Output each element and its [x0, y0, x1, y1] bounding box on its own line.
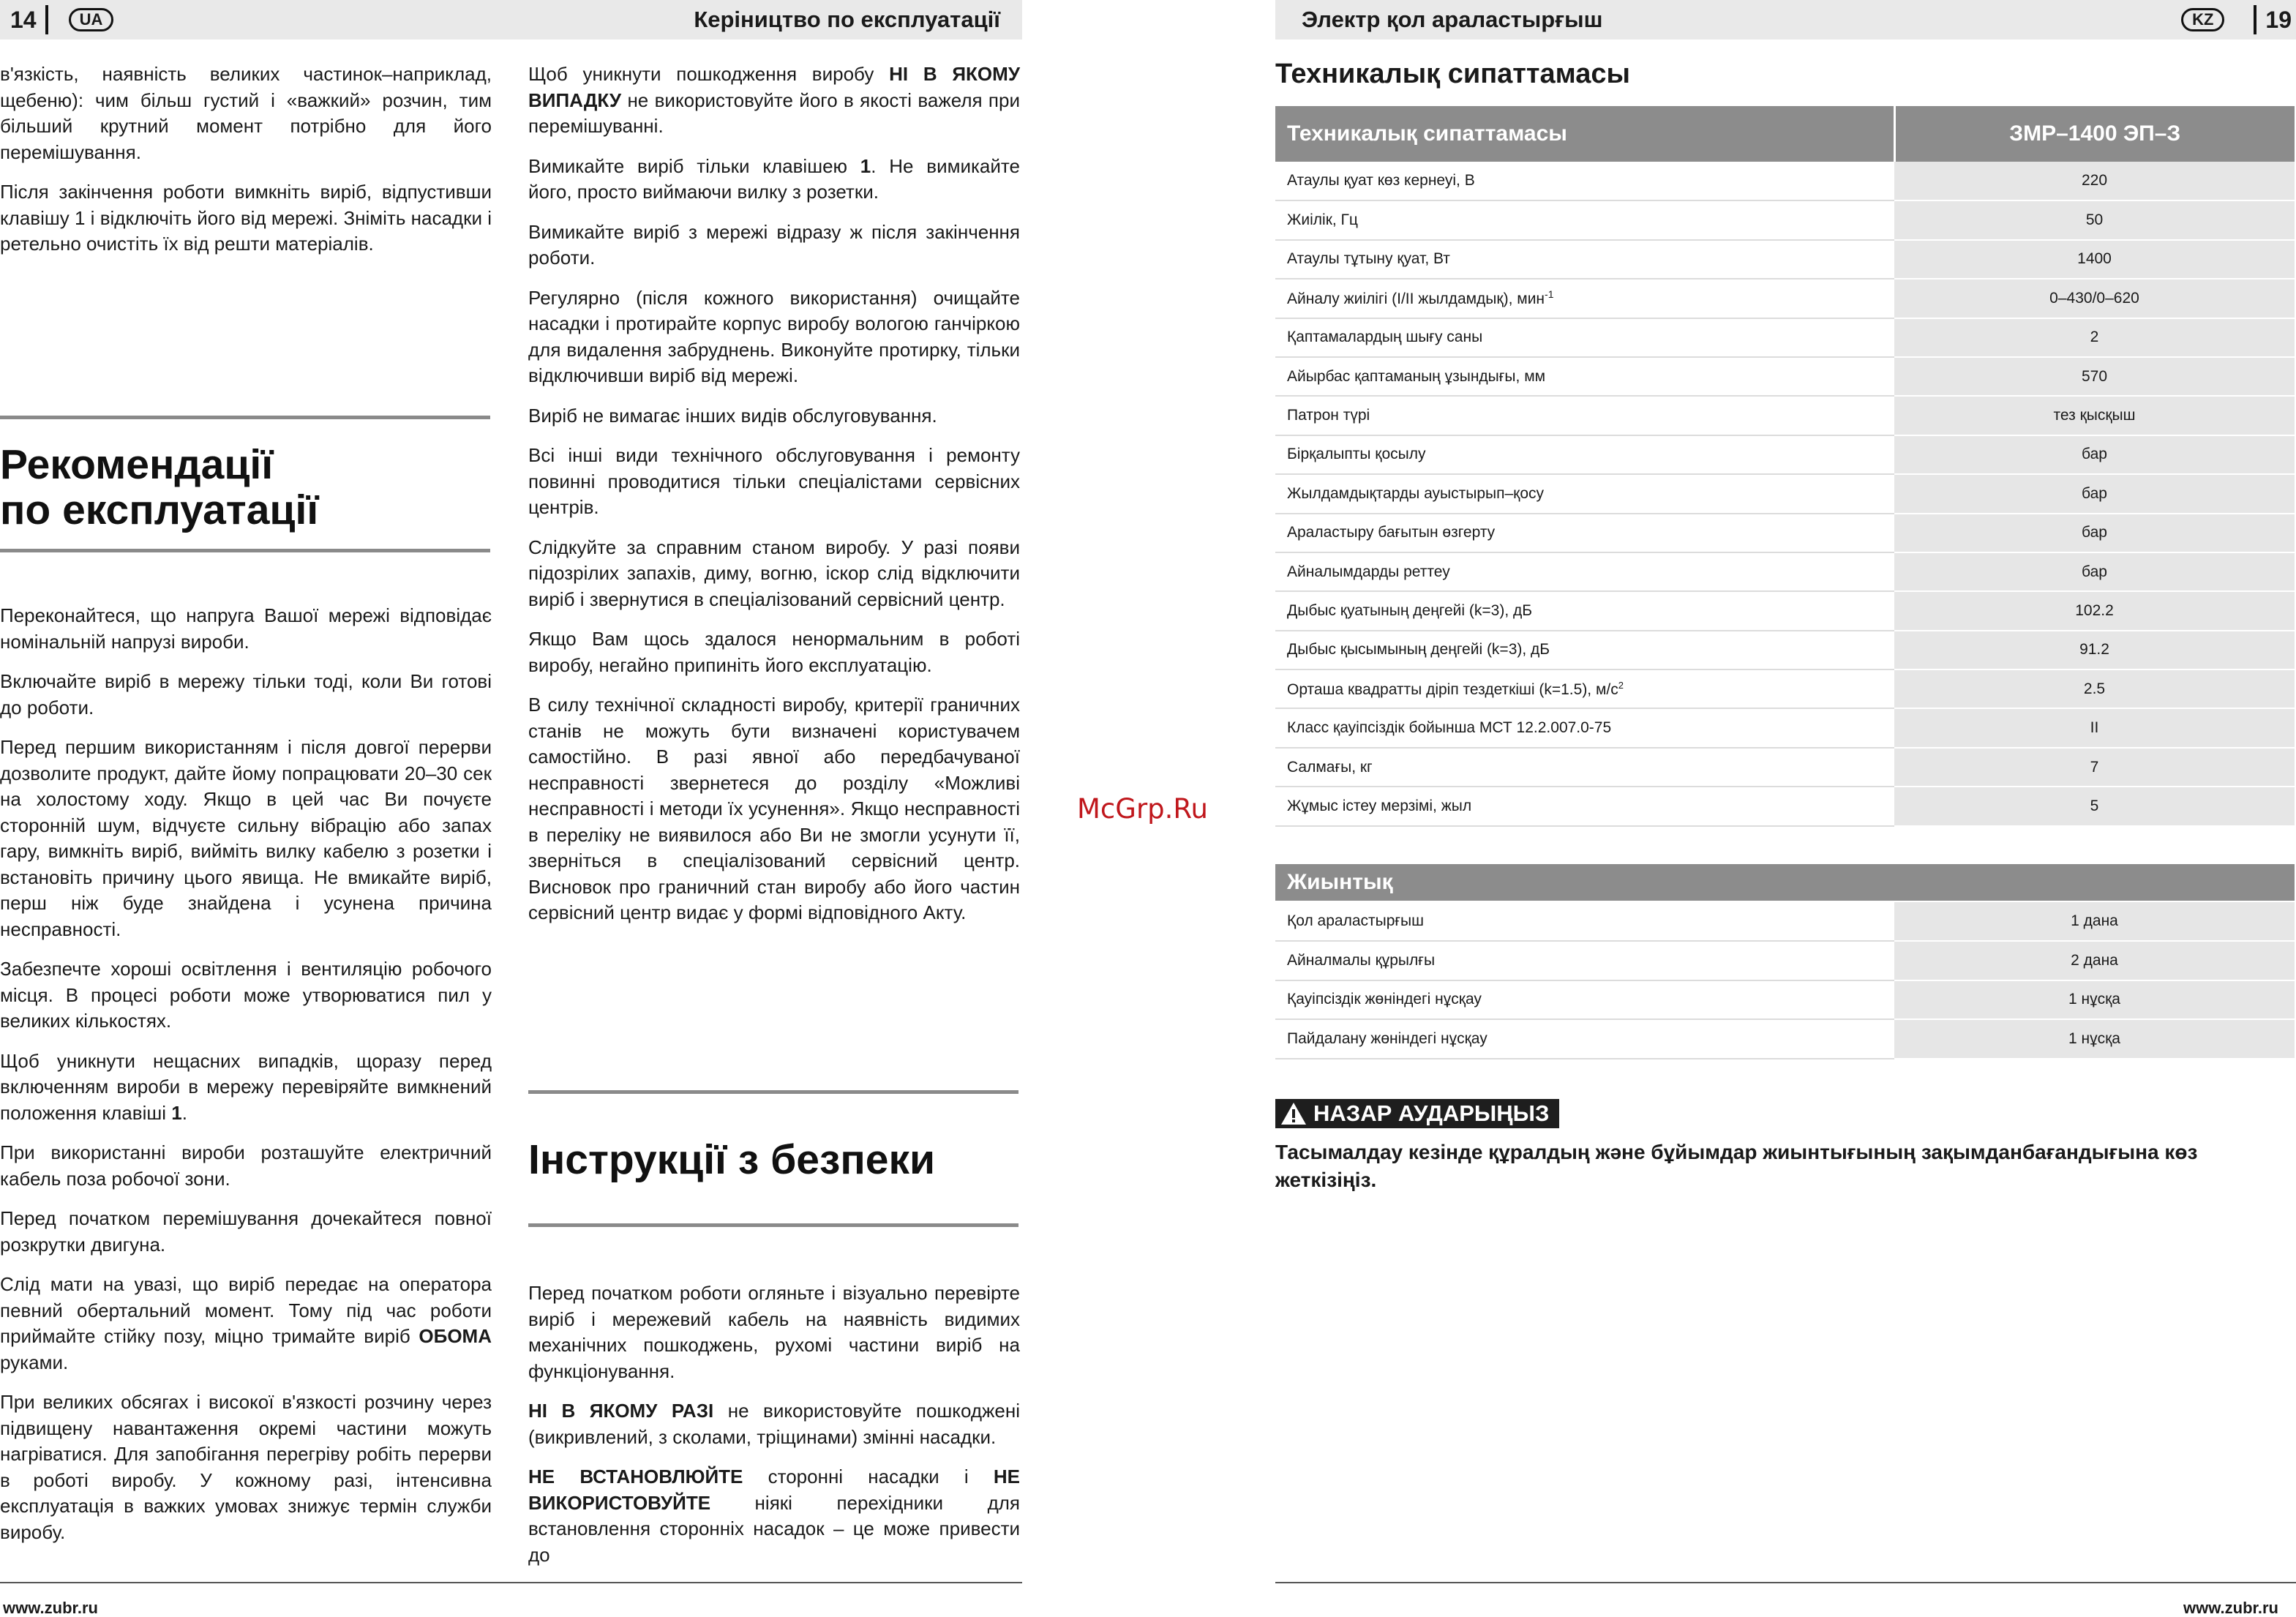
cell-value: 91.2 — [1894, 631, 2295, 669]
paragraph: В силу технічної складності виробу, критерії граничних станів не можуть бути визначені користувачем самостійно. В разі явної або передбачуваної несправності звернетеся до розділу «Можливі несправності і методи їх усунення». Якщо несправності в переліку не виявилося або Ви не змогли усунути її, зверніться в спеціалізований сервісний центр. Висновок про граничний стан виробу або його частин сервісний центр видає у формі відповідного Акту. — [528, 694, 1020, 923]
cell-value: II — [1894, 708, 2295, 747]
cell-label: Дыбыс қысымының деңгейі (k=3), дБ — [1275, 631, 1894, 669]
paragraph: Регулярно (після кожного використання) очищайте насадки і протирайте корпус виробу вологою ганчіркою для видалення забруднень. Виконуйте протирку, тільки відключивши виріб від мережі. — [528, 286, 1020, 386]
section-divider — [0, 549, 490, 552]
paragraph: Виріб не вимагає інших видів обслуговування. — [528, 404, 937, 427]
cell-value: бар — [1894, 474, 2295, 513]
warning-triangle-icon — [1280, 1101, 1308, 1126]
paragraph: Слідкуйте за справним станом виробу. У разі появи підозрілих запахів, диму, вогню, іскор слід відключити виріб і звернутися в спеціалізований сервісний центр. — [528, 536, 1020, 610]
table-row — [1275, 435, 2295, 474]
warning-banner — [1275, 1099, 1559, 1128]
bold-text: НІ В ЯКОМУ ВИПАДКУ — [528, 63, 1020, 111]
cell-label: Атаулы тұтыну қуат, Вт — [1275, 240, 1894, 279]
cell-label: Жиілік, Гц — [1275, 200, 1894, 239]
spec-section-title: Техникалық сипаттамасы — [1275, 59, 1630, 89]
paragraph: Перед початком перемішування дочекайтеся повної розкрутки двигуна. — [0, 1207, 492, 1256]
right-header-title: Электр қол араластырғыш — [1302, 7, 1603, 32]
cell-value: 1400 — [1894, 240, 2295, 279]
left-page-number: 14 — [10, 6, 37, 33]
warning-title: НАЗАР АУДАРЫҢЫЗ — [1313, 1100, 1550, 1126]
paragraph: Перед початком роботи огляньте і візуально перевірте виріб і мережевий кабель на наявність видимих механічних пошкоджень, рухомі частини виріб на функціонування. — [528, 1282, 1020, 1382]
cell-label: Жылдамдықтарды ауыстырып–қосу — [1275, 474, 1894, 513]
table-row — [1275, 708, 2295, 747]
paragraph: Забезпечте хороші освітлення і вентиляцію робочого місця. В процесі роботи може утворюватися пил у великих кількостях. — [0, 958, 492, 1032]
safety-instructions — [528, 1280, 1020, 1582]
right-page-number: 19 — [2265, 6, 2292, 33]
cell-label: Класс қауіпсіздік бойынша МСТ 12.2.007.0-75 — [1275, 708, 1894, 747]
paragraph: При використанні вироби розташуйте електричний кабель поза робочої зони. — [0, 1141, 492, 1190]
cell-label: Салмағы, кг — [1275, 748, 1894, 787]
left-header-divider — [45, 5, 48, 34]
cell-value: 2 дана — [1894, 941, 2295, 980]
superscript: 2 — [1618, 679, 1624, 691]
left-lang-badge: UA — [69, 8, 114, 31]
kit-table — [1275, 902, 2295, 1059]
paragraph: Вимикайте виріб з мережі відразу ж після закінчення роботи. — [528, 220, 1020, 269]
left-column-1-intro — [0, 61, 492, 271]
cell-label: Айырбас қаптаманың ұзындығы, мм — [1275, 357, 1894, 396]
table-row — [1275, 552, 2295, 591]
cell-label — [1275, 279, 1894, 318]
cell-value: 0–430/0–620 — [1894, 279, 2295, 318]
right-footer-url[interactable]: www.zubr.ru — [2183, 1599, 2278, 1617]
table-row — [1275, 318, 2295, 357]
text: . — [181, 1101, 187, 1124]
cell-value: 1 нұсқа — [1894, 1019, 2295, 1058]
recommendations-title — [0, 442, 318, 533]
section-divider — [0, 416, 490, 419]
cell-value: тез қысқыш — [1894, 396, 2295, 435]
cell-label: Пайдалану жөніндегі нұсқау — [1275, 1019, 1894, 1058]
table-row — [1275, 1019, 2295, 1058]
table-row — [1275, 591, 2295, 630]
title-line: Рекомендації — [0, 441, 274, 488]
paragraph — [528, 1464, 1020, 1568]
table-row — [1275, 279, 2295, 318]
cell-label: Қол араластырғыш — [1275, 902, 1894, 941]
cell-label: Қаптамалардың шығу саны — [1275, 318, 1894, 357]
spec-table-header — [1275, 106, 2295, 162]
table-row — [1275, 748, 2295, 787]
kit-section-title: Жиынтық — [1275, 864, 2295, 901]
section-divider — [528, 1223, 1018, 1227]
spec-table — [1275, 106, 2295, 827]
cell-label: Араластыру бағытын өзгерту — [1275, 514, 1894, 552]
text: Щоб уникнути нещасних випадків, щоразу перед включенням вироби в мережу перевіряйте вимкнений положення клавіші — [0, 1049, 492, 1124]
bold-text: ОБОМА — [419, 1325, 492, 1347]
right-footer-line — [1275, 1582, 2296, 1583]
bold-text: 1 — [860, 154, 871, 177]
cell-value: 570 — [1894, 357, 2295, 396]
table-row — [1275, 941, 2295, 980]
cell-value: 1 нұсқа — [1894, 980, 2295, 1019]
table-row — [1275, 514, 2295, 552]
paragraph — [528, 1398, 1020, 1450]
warning-text: Тасымалдау кезінде құралдың және бұйымдар жиынтығының зақымданбағандығына көз жеткізіңіз. — [1275, 1141, 2198, 1191]
table-row — [1275, 902, 2295, 941]
paragraph: Всі інші види технічного обслуговування і ремонту повинні проводитися тільки спеціалістами сервісних центрів. — [528, 444, 1020, 518]
table-row — [1275, 357, 2295, 396]
cell-label: Патрон түрі — [1275, 396, 1894, 435]
paragraph: При великих обсягах і високої в'язкості розчину через підвищену навантаження окремі частини можуть нагріватися. Для запобігання перегріву робіть перерви в роботі виробу. У кожному разі, інтенсивна експлуатація в важких умовах знижує термін служби виробу. — [0, 1391, 492, 1543]
paragraph — [0, 1272, 492, 1376]
table-row — [1275, 669, 2295, 708]
watermark: McGrp.Ru — [1077, 793, 1208, 825]
table-row — [1275, 396, 2295, 435]
bold-text: НЕ ВИКОРИСТОВУЙТЕ — [528, 1466, 1020, 1514]
cell-label — [1275, 669, 1894, 708]
bold-text: 1 — [171, 1101, 182, 1124]
paragraph: Включайте виріб в мережу тільки тоді, коли Ви готові до роботи. — [0, 670, 492, 719]
bold-text: НЕ ВСТАНОВЛЮЙТЕ — [528, 1466, 743, 1487]
label-text: Орташа квадратты діріп тездеткіші (k=1.5), м/с — [1287, 680, 1618, 698]
cell-value: 5 — [1894, 787, 2295, 825]
cell-value: 2 — [1894, 318, 2295, 357]
cell-value: 7 — [1894, 748, 2295, 787]
text: сторонні насадки і — [743, 1466, 994, 1487]
left-column-1-recommendations — [0, 603, 492, 1559]
text: руками. — [0, 1351, 69, 1373]
cell-label: Айналмалы құрылғы — [1275, 941, 1894, 980]
cell-label: Айналымдарды реттеу — [1275, 552, 1894, 591]
paragraph: в'язкість, наявність великих частинок–наприклад, щебеню): чим більш густий і «важкий» розчин, тим більший крутний момент потрібно для його перемішування. — [0, 63, 492, 163]
cell-value: 220 — [1894, 162, 2295, 200]
cell-label: Қауіпсіздік жөніндегі нұсқау — [1275, 980, 1894, 1019]
right-header-divider — [2254, 5, 2256, 34]
table-row — [1275, 162, 2295, 200]
cell-value: 50 — [1894, 200, 2295, 239]
table-row — [1275, 787, 2295, 825]
left-footer-line — [0, 1582, 1022, 1583]
section-divider — [528, 1090, 1018, 1094]
table-row — [1275, 631, 2295, 669]
paragraph — [528, 61, 1020, 140]
label-text: Айналу жиілігі (I/II жылдамдық), мин — [1287, 290, 1545, 308]
right-header-bar — [1275, 0, 2296, 40]
cell-value: 2.5 — [1894, 669, 2295, 708]
text: Слід мати на увазі, що виріб передає на оператора певний обертальний момент. Тому під час роботи приймайте стійку позу, міцно тримайте виріб — [0, 1273, 492, 1347]
left-header-bar — [0, 0, 1022, 40]
cell-value: бар — [1894, 552, 2295, 591]
cell-label: Атаулы қуат көз кернеуі, В — [1275, 162, 1894, 200]
text: Вимикайте виріб тільки клавішею — [528, 154, 860, 177]
text: . Не вимикайте його, просто виймаючи вилку з розетки. — [528, 154, 1020, 203]
left-footer-url[interactable]: www.zubr.ru — [3, 1599, 98, 1617]
paragraph: Переконайтеся, що напруга Вашої мережі відповідає номінальній напрузі вироби. — [0, 604, 492, 653]
spec-header-model: ЗМР–1400 ЭП–З — [1894, 106, 2295, 162]
cell-value: бар — [1894, 514, 2295, 552]
text: Щоб уникнути пошкодження виробу — [528, 63, 890, 85]
table-row — [1275, 980, 2295, 1019]
table-row — [1275, 240, 2295, 279]
paragraph: Якщо Вам щось здалося ненормальним в роботі виробу, негайно припиніть його експлуатацію. — [528, 628, 1020, 676]
paragraph: Після закінчення роботи вимкніть виріб, відпустивши клавішу 1 і відключіть його від мережі. Зніміть насадки і ретельно очистіть їх від решти матеріалів. — [0, 181, 492, 255]
cell-value: 102.2 — [1894, 591, 2295, 630]
cell-label: Жұмыс істеу мерзімі, жыл — [1275, 787, 1894, 825]
superscript: -1 — [1545, 288, 1554, 301]
text: ніякі перехідники для встановлення сторонніх насадок – це може привести до — [528, 1491, 1020, 1566]
text: не використовуйте пошкоджені (викривлений, з сколами, тріщинами) змінні насадки. — [528, 1400, 1020, 1448]
left-column-2 — [528, 61, 1020, 940]
text: не використовуйте його в якості важеля при перемішуванні. — [528, 89, 1020, 137]
bold-text: НІ В ЯКОМУ РАЗІ — [528, 1400, 714, 1422]
right-lang-badge: KZ — [2181, 8, 2224, 31]
spec-header-label: Техникалық сипаттамасы — [1275, 106, 1894, 162]
cell-label: Дыбыс қуатының деңгейі (k=3), дБ — [1275, 591, 1894, 630]
safety-title: Інструкції з безпеки — [528, 1136, 936, 1183]
table-row — [1275, 474, 2295, 513]
paragraph: Перед першим використанням і після довгої перерви дозволите продукт, дайте йому попрацювати 20–30 сек на холостому ходу. Якщо в цей час Ви почуєте сторонній шум, відчуєте сильну вібрацію або запах гару, вимкніть виріб, вийміть вилку кабелю з розетки і встановіть причину цього явища. Не вмикайте виріб, перш ніж буде знайдена і усунена причина несправності. — [0, 736, 492, 940]
left-header-title: Керіництво по експлуатації — [694, 7, 1000, 32]
cell-value: 1 дана — [1894, 902, 2295, 941]
title-line: по експлуатації — [0, 487, 319, 533]
paragraph — [528, 154, 1020, 206]
cell-label: Бірқалыпты қосылу — [1275, 435, 1894, 474]
table-row — [1275, 200, 2295, 239]
cell-value: бар — [1894, 435, 2295, 474]
paragraph — [0, 1048, 492, 1127]
